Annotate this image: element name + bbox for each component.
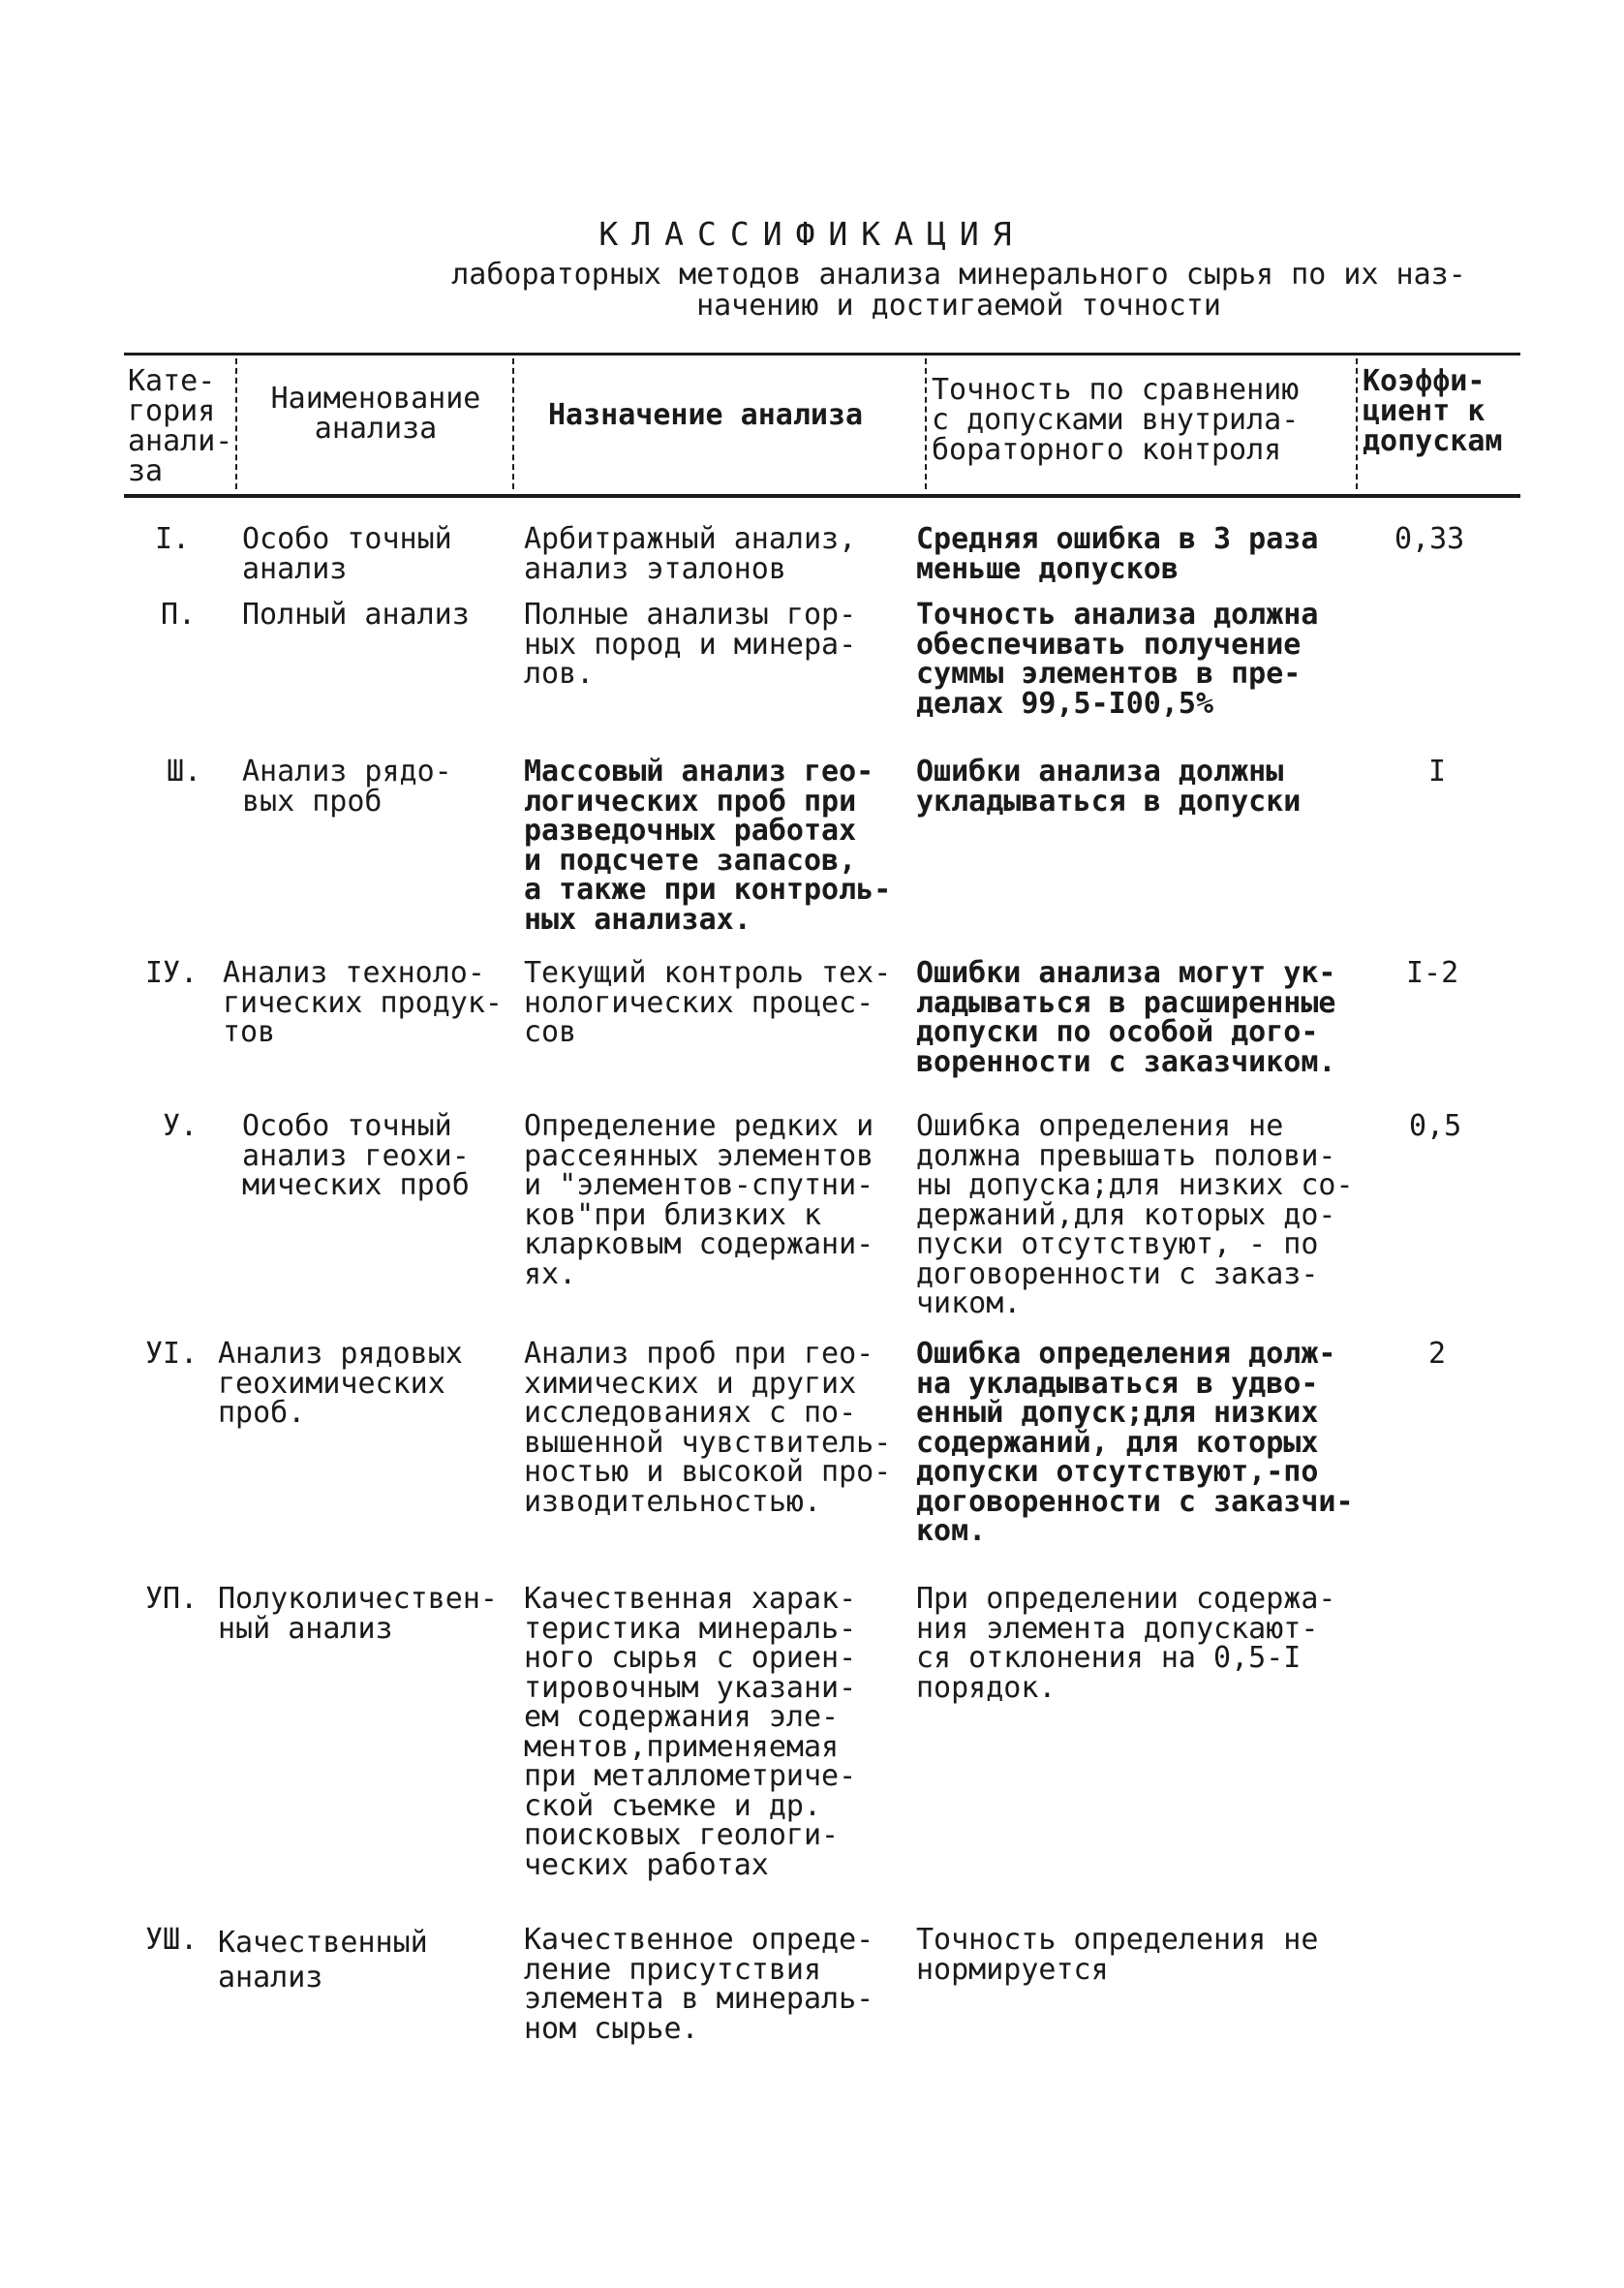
row-2-name: Полный анализ	[242, 598, 470, 632]
row-1-purpose: Арбитражный анализ, анализ эталонов	[524, 522, 857, 586]
header-separator-3	[925, 358, 927, 489]
table-top-rule	[124, 353, 1520, 356]
row-2-purpose: Полные анализы гор- ных пород и минера- лов.	[524, 598, 857, 691]
row-6-purpose: Анализ проб при гео- химических и других исследованиях с по- вышенной чувствитель- ностью и высокой про- изводительностью.	[524, 1337, 892, 1519]
row-4-category: IУ.	[145, 956, 199, 990]
row-2-category: П.	[161, 598, 197, 632]
row-4-purpose: Текущий контроль тех- нологических процес- сов	[524, 956, 892, 1049]
document-title: КЛАССИФИКАЦИЯ	[598, 215, 1026, 253]
row-5-name: Особо точный анализ геохи- мических проб	[242, 1109, 470, 1202]
header-separator-4	[1356, 358, 1358, 489]
row-6-category: УI.	[145, 1337, 199, 1371]
header-separator-1	[235, 358, 237, 489]
table-header-rule	[124, 494, 1520, 498]
row-2-accuracy: Точность анализа должна обеспечивать получение суммы элементов в пре- делах 99,5-I00,5%	[916, 598, 1319, 721]
row-3-name: Анализ рядо- вых проб	[242, 755, 452, 819]
header-name: Наименование анализа	[270, 382, 481, 446]
row-5-accuracy: Ошибка определения не должна превышать полови- ны допуска;для низких со- держаний,для которых до- пуски отсутствуют, - по договоренности с заказ- чиком.	[916, 1109, 1354, 1320]
row-8-accuracy: Точность определения не нормируется	[916, 1923, 1319, 1987]
subtitle-line-1: лабораторных методов анализа минерального сырья по их наз-	[451, 258, 1466, 292]
row-6-name: Анализ рядовых геохимических проб.	[218, 1337, 463, 1430]
row-7-purpose: Качественная харак- теристика минераль- ного сырья с ориен- тировочным указани- ем содержания эле- ментов,применяемая при металлометриче- ской съемке и др. поисковых геологи- ческих работах	[524, 1582, 857, 1882]
row-1-category: I.	[155, 522, 191, 556]
row-7-category: УП.	[145, 1582, 199, 1616]
row-4-accuracy: Ошибки анализа могут ук- ладываться в расширенные допуски по особой дого- воренности с заказчиком.	[916, 956, 1336, 1079]
header-accuracy: Точность по сравнению с допусками внутрила- бораторного контроля	[932, 373, 1300, 467]
row-1-accuracy: Средняя ошибка в 3 раза меньше допусков	[916, 522, 1319, 586]
header-coefficient: Коэффи- циент к допускам	[1363, 364, 1503, 458]
row-3-coefficient: I	[1428, 755, 1447, 788]
row-7-name: Полуколичествен- ный анализ	[218, 1582, 498, 1646]
document-subtitle	[397, 260, 1520, 322]
row-5-purpose: Определение редких и рассеянных элементов и "элементов-спутни- ков"при близких к кларковым содержани- ях.	[524, 1109, 874, 1291]
row-7-accuracy: При определении содержа- ния элемента допускают- ся отклонения на 0,5-I порядок.	[916, 1582, 1336, 1705]
row-5-category: У.	[163, 1109, 199, 1143]
row-8-category: УШ.	[145, 1923, 199, 1957]
header-purpose: Назначение анализа	[548, 398, 864, 432]
row-8-purpose: Качественное опреде- ление присутствия элемента в минераль- ном сырье.	[524, 1923, 874, 2046]
subtitle-line-2: начению и достигаемой точности	[696, 289, 1221, 323]
row-6-coefficient: 2	[1428, 1337, 1447, 1371]
row-3-category: Ш.	[167, 755, 202, 788]
row-3-purpose: Массовый анализ гео- логических проб при разведочных работах и подсчете запасов, а также при контроль- ных анализах.	[524, 755, 892, 937]
row-3-accuracy: Ошибки анализа должны укладываться в допуски	[916, 755, 1302, 819]
row-6-accuracy: Ошибка определения долж- на укладываться в удво- енный допуск;для низких содержаний, для которых допуски отсутствуют,-по договоренности с заказчи- ком.	[916, 1337, 1354, 1548]
row-4-name: Анализ техноло- гических продук- тов	[223, 956, 503, 1049]
row-1-name: Особо точный анализ	[242, 522, 452, 586]
row-1-coefficient: 0,33	[1394, 522, 1465, 556]
header-category: Кате- гория анали- за	[128, 364, 233, 488]
row-8-name: Качественный анализ	[218, 1926, 428, 1994]
row-5-coefficient: 0,5	[1409, 1109, 1462, 1143]
header-separator-2	[512, 358, 514, 489]
row-4-coefficient: I-2	[1406, 956, 1459, 990]
